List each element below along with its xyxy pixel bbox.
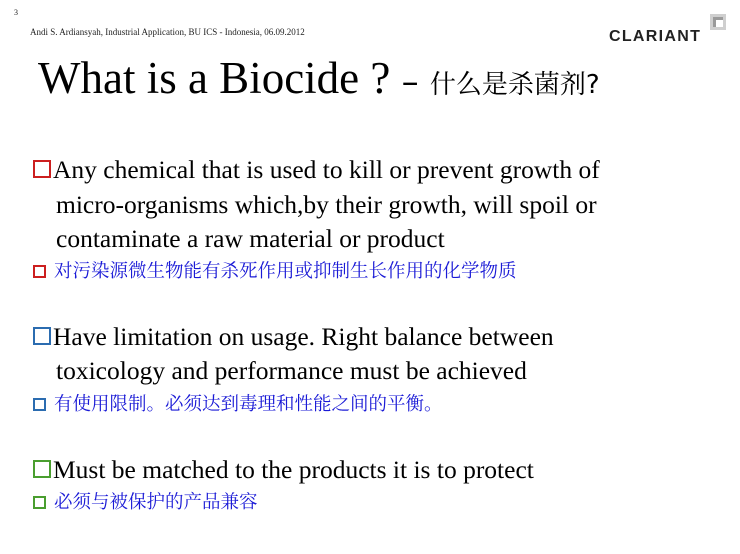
checkbox-square-icon [33, 265, 46, 278]
title-dash: – [401, 62, 419, 102]
page-number: 3 [14, 8, 18, 17]
bullet-1-line-3: contaminate a raw material or product [56, 224, 445, 253]
bullet-1-chinese: 对污染源微生物能有杀死作用或抑制生长作用的化学物质 [33, 257, 517, 283]
bullet-2-chinese: 有使用限制。必须达到毒理和性能之间的平衡。 [33, 390, 443, 416]
logo-mark-icon [710, 14, 726, 30]
checkbox-square-icon [33, 398, 46, 411]
page-title [38, 53, 600, 103]
title-english: What is a Biocide ? [38, 53, 391, 103]
bullet-3-line-1: Must be matched to the products it is to protect [33, 452, 534, 487]
bullet-1-line-1: Any chemical that is used to kill or prevent growth of [33, 152, 600, 187]
title-chinese: 什么是杀菌剂? [429, 70, 600, 100]
bullet-1-line-2: micro-organisms which,by their growth, will spoil or [56, 190, 597, 219]
checkbox-square-icon [33, 160, 51, 178]
logo-text: CLARIANT [609, 28, 702, 45]
clariant-logo [609, 14, 729, 46]
bullet-2-line-1: Have limitation on usage. Right balance between [33, 319, 554, 354]
checkbox-square-icon [33, 496, 46, 509]
bullet-2-line-2: toxicology and performance must be achieved [56, 356, 527, 385]
bullet-3-chinese: 必须与被保护的产品兼容 [33, 488, 258, 514]
checkbox-square-icon [33, 460, 51, 478]
header-meta-line: Andi S. Ardiansyah, Industrial Application, BU ICS - Indonesia, 06.09.2012 [30, 27, 305, 37]
checkbox-square-icon [33, 327, 51, 345]
